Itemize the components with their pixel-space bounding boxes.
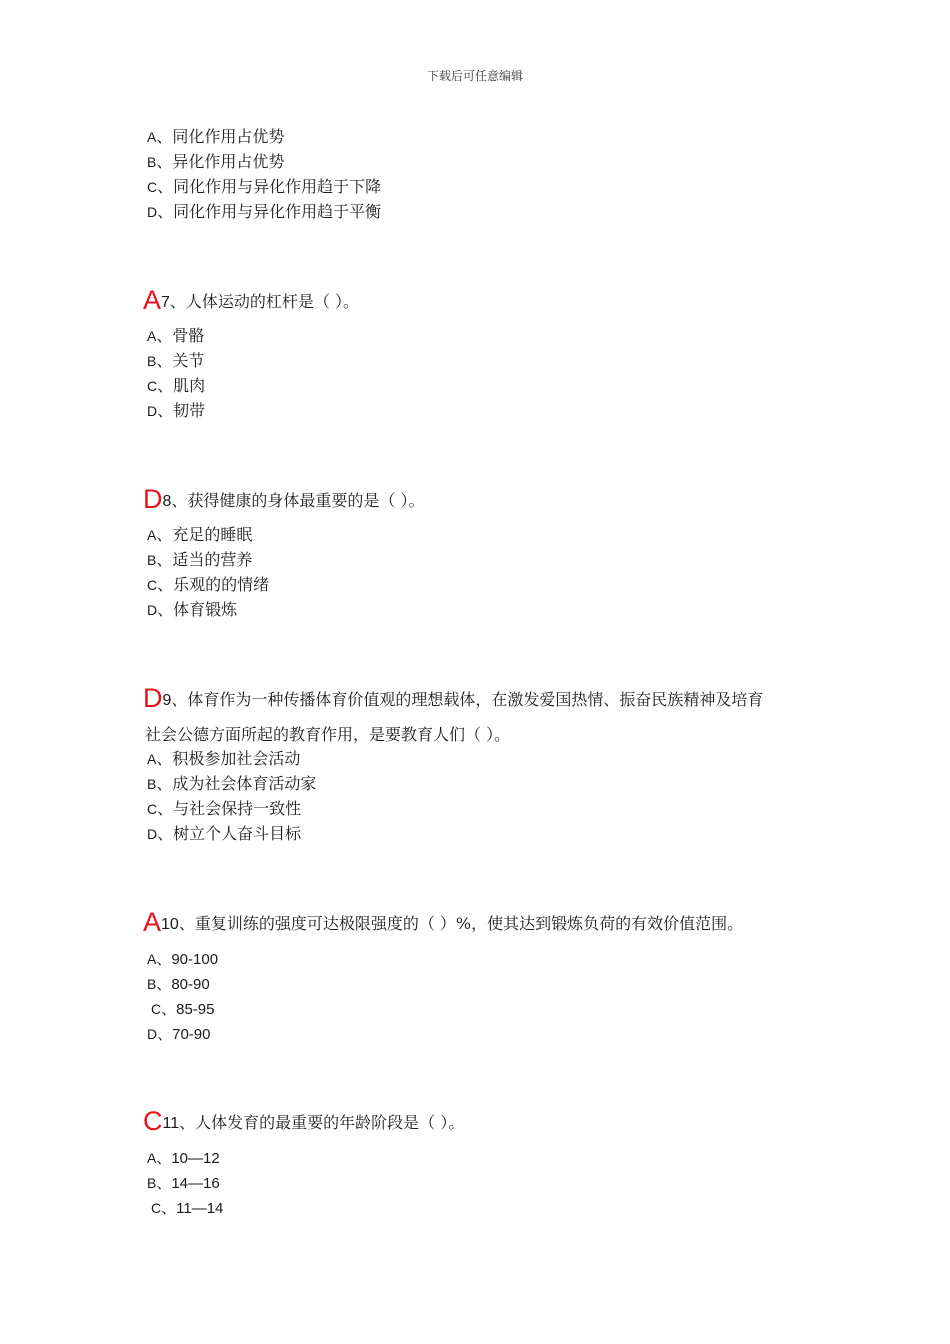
answer-mark: A: [143, 285, 162, 315]
option-line: A、90-100: [147, 951, 219, 968]
option-line: C、同化作用与异化作用趋于下降: [147, 177, 382, 196]
option-line: B、异化作用占优势: [147, 152, 285, 171]
option-line: D、树立个人奋斗目标: [147, 824, 302, 843]
option-line: B、成为社会体育活动家: [147, 774, 317, 793]
option-line: B、关节: [147, 351, 205, 370]
option-line: C、11—14: [151, 1200, 224, 1217]
option-line: C、乐观的的情绪: [147, 575, 270, 594]
question-stem-continued: 社会公德方面所起的教育作用，是要教育人们（ ）。: [145, 725, 511, 744]
answer-mark: D: [143, 484, 163, 514]
option-line: B、80-90: [147, 976, 210, 993]
option-line: D、体育锻炼: [147, 600, 238, 619]
option-line: C、肌肉: [147, 376, 206, 395]
option-line: B、适当的营养: [147, 550, 253, 569]
option-line: C、与社会保持一致性: [147, 799, 302, 818]
option-line: D、同化作用与异化作用趋于平衡: [147, 202, 382, 221]
question-stem: A7、人体运动的杠杆是（ ）。: [143, 285, 360, 315]
option-line: A、充足的睡眠: [147, 525, 253, 544]
option-line: A、同化作用占优势: [147, 127, 285, 146]
question-stem: D8、获得健康的身体最重要的是（ ）。: [143, 484, 425, 514]
answer-mark: A: [143, 907, 162, 937]
page-header: 下载后可任意编辑: [426, 69, 523, 83]
option-line: D、70-90: [147, 1026, 211, 1043]
option-line: D、韧带: [147, 401, 206, 420]
option-line: C、85-95: [151, 1001, 215, 1018]
option-line: B、14—16: [147, 1175, 220, 1192]
option-line: A、10—12: [147, 1150, 220, 1167]
option-line: A、积极参加社会活动: [147, 749, 301, 768]
answer-mark: C: [143, 1106, 163, 1136]
question-stem: A10、重复训练的强度可达极限强度的（ ）%，使其达到锻炼负荷的有效价值范围。: [143, 907, 744, 937]
answer-mark: D: [143, 683, 163, 713]
question-stem: C11、人体发育的最重要的年龄阶段是（ ）。: [143, 1106, 465, 1136]
option-line: A、骨骼: [147, 326, 205, 345]
question-stem: D9、体育作为一种传播体育价值观的理想载体，在激发爱国热情、振奋民族精神及培育: [143, 683, 764, 713]
